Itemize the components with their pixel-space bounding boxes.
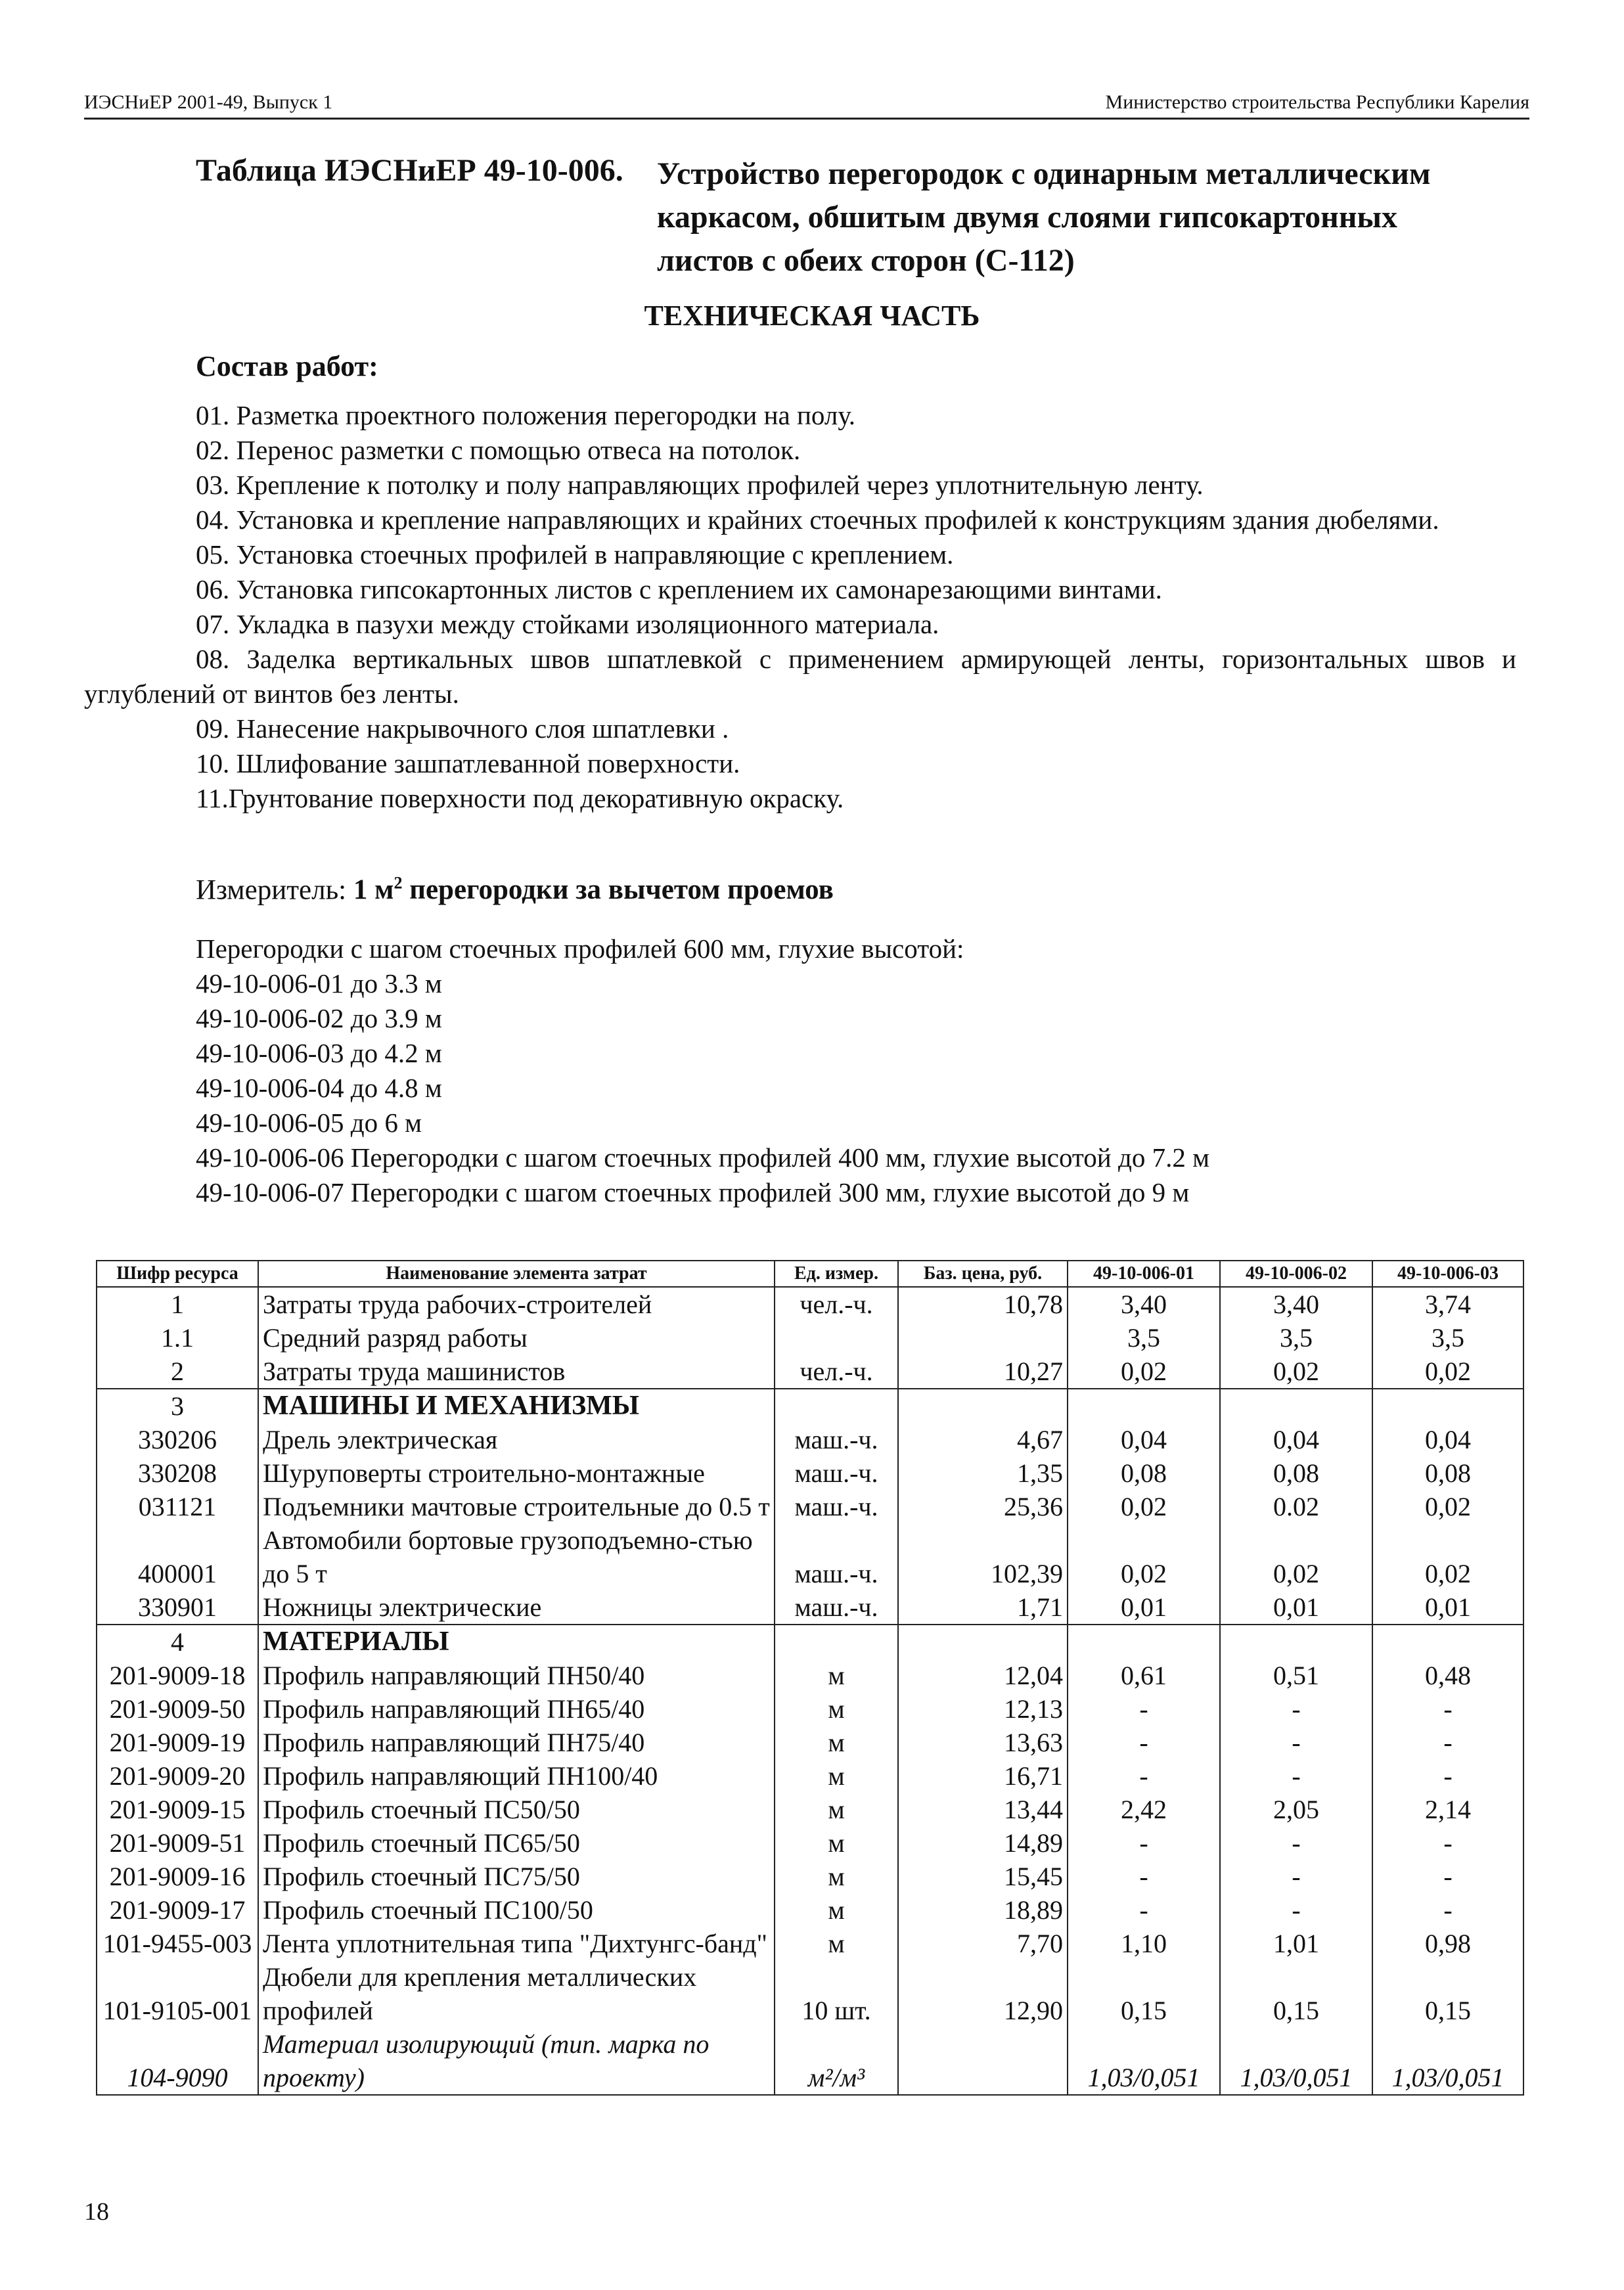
cell-name: Профиль направляющий ПН50/40 bbox=[258, 1659, 775, 1692]
table-title-line-3: листов с обеих сторон (С-112) bbox=[657, 243, 1075, 278]
table-row bbox=[97, 1287, 1523, 1321]
header-right: Министерство строительства Республики Карелия bbox=[1105, 91, 1529, 113]
work-item: 08. Заделка вертикальных швов шпатлевкой с применением армирующей ленты, горизонтальных швов и углублений от винтов без ленты. bbox=[84, 644, 1516, 709]
measure-rest: перегородки за вычетом проемов bbox=[409, 874, 834, 906]
table-row bbox=[97, 1321, 1523, 1355]
cell-v1: 3,5 bbox=[1068, 1321, 1220, 1355]
cell-v2: - bbox=[1220, 1893, 1372, 1927]
cell-v1: 2,42 bbox=[1068, 1793, 1220, 1826]
col-header-v3: 49-10-006-03 bbox=[1372, 1261, 1523, 1287]
cell-price: 10,27 bbox=[898, 1355, 1068, 1389]
table-title-line-2: каркасом, обшитым двумя слоями гипсокартонных bbox=[657, 200, 1397, 235]
cell-v3: 0,98 bbox=[1372, 1927, 1523, 1960]
header-left: ИЭСНиЕР 2001-49, Выпуск 1 bbox=[84, 91, 333, 113]
cell-price: 25,36 bbox=[898, 1490, 1068, 1523]
cell-price: 12,04 bbox=[898, 1659, 1068, 1692]
cell-code: 101-9455-003 bbox=[97, 1927, 258, 1960]
table-row bbox=[97, 1523, 1523, 1590]
cell-name: Затраты труда рабочих-строителей bbox=[258, 1287, 775, 1321]
cell-price: 4,67 bbox=[898, 1423, 1068, 1456]
cell-code: 400001 bbox=[97, 1523, 258, 1590]
cell-v3: 1,03/0,051 bbox=[1372, 2027, 1523, 2095]
table-row bbox=[97, 1759, 1523, 1793]
cell-v2: 2,05 bbox=[1220, 1793, 1372, 1826]
cell-price: 12,13 bbox=[898, 1692, 1068, 1726]
cell-v1: - bbox=[1068, 1826, 1220, 1860]
cell-v3: 0,02 bbox=[1372, 1523, 1523, 1590]
variant-item: 49-10-006-04 до 4.8 м bbox=[196, 1073, 442, 1103]
col-header-v2: 49-10-006-02 bbox=[1220, 1261, 1372, 1287]
cell-unit: маш.-ч. bbox=[775, 1456, 898, 1490]
cell-v1 bbox=[1068, 1625, 1220, 1659]
cell-v1: - bbox=[1068, 1860, 1220, 1893]
table-row bbox=[97, 1726, 1523, 1759]
table-row bbox=[97, 1793, 1523, 1826]
cell-v2: - bbox=[1220, 1726, 1372, 1759]
cell-unit: м²/м³ bbox=[775, 2027, 898, 2095]
cell-unit bbox=[775, 1321, 898, 1355]
resources-table bbox=[96, 1260, 1524, 2096]
table-row bbox=[97, 2027, 1523, 2095]
cell-unit: маш.-ч. bbox=[775, 1523, 898, 1590]
cell-v1: 0,02 bbox=[1068, 1490, 1220, 1523]
measure-value: 1 м bbox=[353, 874, 394, 906]
cell-price bbox=[898, 1389, 1068, 1423]
col-header-code: Шифр ресурса bbox=[97, 1261, 258, 1287]
cell-code: 201-9009-20 bbox=[97, 1759, 258, 1793]
cell-v3: - bbox=[1372, 1893, 1523, 1927]
cell-price: 10,78 bbox=[898, 1287, 1068, 1321]
cell-v3: 0,02 bbox=[1372, 1355, 1523, 1389]
table-row bbox=[97, 1927, 1523, 1960]
cell-code: 4 bbox=[97, 1625, 258, 1659]
work-item: 05. Установка стоечных профилей в направляющие с креплением. bbox=[196, 539, 954, 570]
variant-item: 49-10-006-07 Перегородки с шагом стоечных профилей 300 мм, глухие высотой до 9 м bbox=[196, 1177, 1190, 1207]
cell-name: Профиль направляющий ПН75/40 bbox=[258, 1726, 775, 1759]
cell-v1: 1,10 bbox=[1068, 1927, 1220, 1960]
cell-price: 13,44 bbox=[898, 1793, 1068, 1826]
cell-code: 201-9009-18 bbox=[97, 1659, 258, 1692]
cell-v1: 1,03/0,051 bbox=[1068, 2027, 1220, 2095]
cell-v2: 0,02 bbox=[1220, 1523, 1372, 1590]
cell-price: 12,90 bbox=[898, 1960, 1068, 2027]
cell-v1: - bbox=[1068, 1759, 1220, 1793]
cell-v3: - bbox=[1372, 1860, 1523, 1893]
cell-v1: 0,08 bbox=[1068, 1456, 1220, 1490]
cell-unit: м bbox=[775, 1692, 898, 1726]
measure-label: Измеритель: bbox=[196, 874, 347, 906]
cell-unit: м bbox=[775, 1659, 898, 1692]
variants-list bbox=[196, 932, 1209, 1210]
cell-code: 1.1 bbox=[97, 1321, 258, 1355]
cell-v3: - bbox=[1372, 1826, 1523, 1860]
table-row bbox=[97, 1692, 1523, 1726]
cell-v2: - bbox=[1220, 1860, 1372, 1893]
work-item: 09. Нанесение накрывочного слоя шпатлевки . bbox=[196, 713, 729, 744]
cell-v2: 1,03/0,051 bbox=[1220, 2027, 1372, 2095]
cell-code: 201-9009-19 bbox=[97, 1726, 258, 1759]
cell-unit: м bbox=[775, 1893, 898, 1927]
cell-v2: 3,40 bbox=[1220, 1287, 1372, 1321]
cell-v3: 0,01 bbox=[1372, 1590, 1523, 1625]
cell-code: 330206 bbox=[97, 1423, 258, 1456]
cell-name: Ножницы электрические bbox=[258, 1590, 775, 1625]
cell-name: Шуруповерты строительно-монтажные bbox=[258, 1456, 775, 1490]
cell-code: 330901 bbox=[97, 1590, 258, 1625]
cell-v3 bbox=[1372, 1625, 1523, 1659]
cell-v2: 0,02 bbox=[1220, 1355, 1372, 1389]
cell-v2 bbox=[1220, 1625, 1372, 1659]
cell-price: 13,63 bbox=[898, 1726, 1068, 1759]
cell-v2: 1,01 bbox=[1220, 1927, 1372, 1960]
table-row bbox=[97, 1590, 1523, 1625]
table-row bbox=[97, 1659, 1523, 1692]
cell-v1: 3,40 bbox=[1068, 1287, 1220, 1321]
cell-v3: - bbox=[1372, 1692, 1523, 1726]
cell-v2: 0,51 bbox=[1220, 1659, 1372, 1692]
cell-v3: 0,08 bbox=[1372, 1456, 1523, 1490]
cell-v1: - bbox=[1068, 1893, 1220, 1927]
cell-unit: маш.-ч. bbox=[775, 1423, 898, 1456]
work-item: 01. Разметка проектного положения перегородки на полу. bbox=[196, 400, 855, 430]
cell-price: 7,70 bbox=[898, 1927, 1068, 1960]
cell-code: 2 bbox=[97, 1355, 258, 1389]
cell-price: 16,71 bbox=[898, 1759, 1068, 1793]
cell-v3 bbox=[1372, 1389, 1523, 1423]
cell-price: 18,89 bbox=[898, 1893, 1068, 1927]
cell-price: 1,35 bbox=[898, 1456, 1068, 1490]
cell-v1: 0,04 bbox=[1068, 1423, 1220, 1456]
cell-code: 1 bbox=[97, 1287, 258, 1321]
cell-v2: 0,04 bbox=[1220, 1423, 1372, 1456]
table-row bbox=[97, 1456, 1523, 1490]
cell-price bbox=[898, 1321, 1068, 1355]
cell-name: Профиль направляющий ПН65/40 bbox=[258, 1692, 775, 1726]
cell-unit: м bbox=[775, 1927, 898, 1960]
cell-unit: 10 шт. bbox=[775, 1960, 898, 2027]
cell-name: Материал изолирующий (тип. марка по проекту) bbox=[258, 2027, 775, 2095]
cell-v2: 0,15 bbox=[1220, 1960, 1372, 2027]
works-list bbox=[84, 398, 1516, 816]
cell-name: Средний разряд работы bbox=[258, 1321, 775, 1355]
cell-code: 201-9009-15 bbox=[97, 1793, 258, 1826]
cell-v2: - bbox=[1220, 1826, 1372, 1860]
table-row bbox=[97, 1960, 1523, 2027]
cell-code: 330208 bbox=[97, 1456, 258, 1490]
cell-unit: м bbox=[775, 1759, 898, 1793]
cell-name: Дрель электрическая bbox=[258, 1423, 775, 1456]
table-row bbox=[97, 1355, 1523, 1389]
cell-name: Профиль стоечный ПС75/50 bbox=[258, 1860, 775, 1893]
table-header-row bbox=[97, 1261, 1523, 1287]
cell-v1: 0,02 bbox=[1068, 1355, 1220, 1389]
composition-heading: Состав работ: bbox=[196, 350, 378, 382]
table-row bbox=[97, 1490, 1523, 1523]
table-row bbox=[97, 1625, 1523, 1659]
work-item: 07. Укладка в пазухи между стойками изоляционного материала. bbox=[196, 609, 939, 639]
cell-name: Профиль направляющий ПН100/40 bbox=[258, 1759, 775, 1793]
cell-name: Профиль стоечный ПС50/50 bbox=[258, 1793, 775, 1826]
table-row bbox=[97, 1826, 1523, 1860]
cell-code: 201-9009-50 bbox=[97, 1692, 258, 1726]
cell-code: 201-9009-17 bbox=[97, 1893, 258, 1927]
cell-price: 1,71 bbox=[898, 1590, 1068, 1625]
cell-unit: маш.-ч. bbox=[775, 1590, 898, 1625]
cell-v2: 3,5 bbox=[1220, 1321, 1372, 1355]
cell-name: Подъемники мачтовые строительные до 0.5 т bbox=[258, 1490, 775, 1523]
cell-v2: 0,08 bbox=[1220, 1456, 1372, 1490]
variant-item: 49-10-006-01 до 3.3 м bbox=[196, 968, 442, 999]
cell-price bbox=[898, 1625, 1068, 1659]
cell-v2: 0.02 bbox=[1220, 1490, 1372, 1523]
variant-item: 49-10-006-03 до 4.2 м bbox=[196, 1038, 442, 1068]
cell-unit: маш.-ч. bbox=[775, 1490, 898, 1523]
cell-v3: - bbox=[1372, 1759, 1523, 1793]
cell-v3: 2,14 bbox=[1372, 1793, 1523, 1826]
cell-v2: - bbox=[1220, 1759, 1372, 1793]
col-header-unit: Ед. измер. bbox=[775, 1261, 898, 1287]
variant-item: 49-10-006-02 до 3.9 м bbox=[196, 1003, 442, 1033]
cell-name: МАТЕРИАЛЫ bbox=[258, 1625, 775, 1659]
cell-name: Дюбели для крепления металлических профилей bbox=[258, 1960, 775, 2027]
cell-v2: - bbox=[1220, 1692, 1372, 1726]
cell-name: Профиль стоечный ПС65/50 bbox=[258, 1826, 775, 1860]
cell-v3: 3,74 bbox=[1372, 1287, 1523, 1321]
cell-name: Профиль стоечный ПС100/50 bbox=[258, 1893, 775, 1927]
cell-v3: 3,5 bbox=[1372, 1321, 1523, 1355]
cell-price bbox=[898, 2027, 1068, 2095]
cell-v1: 0,01 bbox=[1068, 1590, 1220, 1625]
col-header-v1: 49-10-006-01 bbox=[1068, 1261, 1220, 1287]
cell-v1: 0,61 bbox=[1068, 1659, 1220, 1692]
cell-code: 201-9009-51 bbox=[97, 1826, 258, 1860]
page-number: 18 bbox=[84, 2198, 109, 2226]
cell-name: Затраты труда машинистов bbox=[258, 1355, 775, 1389]
cell-v1: 0,02 bbox=[1068, 1523, 1220, 1590]
cell-v3: 0,04 bbox=[1372, 1423, 1523, 1456]
cell-v1 bbox=[1068, 1389, 1220, 1423]
cell-unit bbox=[775, 1389, 898, 1423]
table-row bbox=[97, 1893, 1523, 1927]
cell-v2: 0,01 bbox=[1220, 1590, 1372, 1625]
cell-v2 bbox=[1220, 1389, 1372, 1423]
table-title bbox=[657, 152, 1431, 282]
cell-v1: - bbox=[1068, 1726, 1220, 1759]
col-header-price: Баз. цена, руб. bbox=[898, 1261, 1068, 1287]
cell-name: МАШИНЫ И МЕХАНИЗМЫ bbox=[258, 1389, 775, 1423]
table-row bbox=[97, 1860, 1523, 1893]
cell-v3: 0,15 bbox=[1372, 1960, 1523, 2027]
cell-unit: чел.-ч. bbox=[775, 1355, 898, 1389]
cell-unit: м bbox=[775, 1826, 898, 1860]
cell-v3: 0,48 bbox=[1372, 1659, 1523, 1692]
work-item: 04. Установка и крепление направляющих и крайних стоечных профилей к конструкциям здания дюбелями. bbox=[196, 505, 1439, 535]
cell-code: 201-9009-16 bbox=[97, 1860, 258, 1893]
work-item: 11.Грунтование поверхности под декоративную окраску. bbox=[196, 783, 844, 813]
cell-code: 104-9090 bbox=[97, 2027, 258, 2095]
technical-part-heading: ТЕХНИЧЕСКАЯ ЧАСТЬ bbox=[644, 300, 980, 332]
table-title-line-1: Устройство перегородок с одинарным металлическим bbox=[657, 156, 1431, 191]
cell-unit: м bbox=[775, 1726, 898, 1759]
cell-code: 3 bbox=[97, 1389, 258, 1423]
work-item: 03. Крепление к потолку и полу направляющих профилей через уплотнительную ленту. bbox=[196, 470, 1204, 500]
variant-item: 49-10-006-05 до 6 м bbox=[196, 1108, 422, 1138]
variant-item: 49-10-006-06 Перегородки с шагом стоечных профилей 400 мм, глухие высотой до 7.2 м bbox=[196, 1142, 1210, 1173]
cell-unit: м bbox=[775, 1860, 898, 1893]
cell-v1: - bbox=[1068, 1692, 1220, 1726]
cell-price: 15,45 bbox=[898, 1860, 1068, 1893]
work-item: 06. Установка гипсокартонных листов с креплением их самонарезающими винтами. bbox=[196, 574, 1162, 604]
work-item: 02. Перенос разметки с помощью отвеса на потолок. bbox=[196, 435, 801, 465]
table-title-prefix: Таблица ИЭСНиЕР 49-10-006. bbox=[196, 153, 623, 188]
cell-name: Лента уплотнительная типа "Дихтунгс-банд" bbox=[258, 1927, 775, 1960]
work-item: 10. Шлифование зашпатлеванной поверхности. bbox=[196, 748, 740, 778]
measure-sup: 2 bbox=[394, 874, 403, 893]
cell-price: 14,89 bbox=[898, 1826, 1068, 1860]
col-header-name: Наименование элемента затрат bbox=[258, 1261, 775, 1287]
running-header bbox=[84, 87, 1529, 120]
cell-code: 101-9105-001 bbox=[97, 1960, 258, 2027]
cell-v1: 0,15 bbox=[1068, 1960, 1220, 2027]
table-row bbox=[97, 1423, 1523, 1456]
cell-name: Автомобили бортовые грузоподъемно-стью до 5 т bbox=[258, 1523, 775, 1590]
variants-intro: Перегородки с шагом стоечных профилей 600 мм, глухие высотой: bbox=[196, 933, 964, 964]
cell-unit: чел.-ч. bbox=[775, 1287, 898, 1321]
measure-unit bbox=[196, 874, 834, 906]
cell-unit bbox=[775, 1625, 898, 1659]
table-row bbox=[97, 1389, 1523, 1423]
cell-unit: м bbox=[775, 1793, 898, 1826]
cell-v3: - bbox=[1372, 1726, 1523, 1759]
cell-v3: 0,02 bbox=[1372, 1490, 1523, 1523]
cell-price: 102,39 bbox=[898, 1523, 1068, 1590]
cell-code: 031121 bbox=[97, 1490, 258, 1523]
